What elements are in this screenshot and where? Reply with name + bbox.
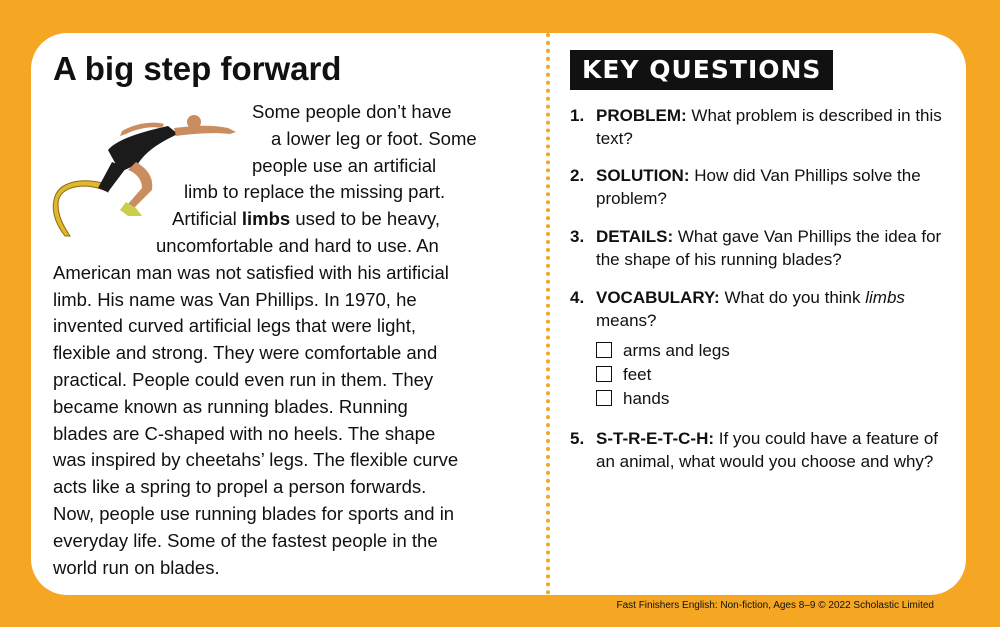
article-line: limb. His name was Van Phillips. In 1970, he [53, 288, 417, 310]
article-line: acts like a spring to propel a person forwards. [53, 476, 427, 498]
article-line: became known as running blades. Running [53, 395, 408, 417]
question-text: How did Van Phillips solve the problem? [596, 166, 921, 208]
question-label: DETAILS: [596, 227, 674, 246]
question-text-emphasis: limbs [865, 288, 905, 307]
question-number: 1. [570, 106, 585, 125]
column-divider [546, 33, 550, 595]
option-feet[interactable] [596, 365, 651, 385]
article-line: was inspired by cheetahs’ legs. The flexible curve [53, 449, 459, 471]
article-line: practical. People could even run in them. They [53, 368, 434, 390]
article-line: uncomfortable and hard to use. An [156, 234, 439, 256]
option-hands[interactable] [596, 389, 669, 409]
question-number: 2. [570, 166, 585, 185]
article-line: flexible and strong. They were comfortable and [53, 342, 438, 364]
article-line: limb to replace the missing part. [184, 181, 446, 203]
question-label: S-T-R-E-T-C-H: [596, 429, 715, 448]
question-text: What problem is described in this text? [596, 106, 942, 148]
question-label: SOLUTION: [596, 166, 690, 185]
question-text: What gave Van Phillips the idea for the shape of his running blades? [596, 227, 942, 269]
checkbox[interactable] [596, 342, 612, 358]
question-label: PROBLEM: [596, 106, 687, 125]
question-solution [570, 164, 955, 210]
article-line: American man was not satisfied with his artificial [53, 261, 449, 283]
question-stretch [570, 427, 955, 473]
article-title: A big step forward [53, 50, 342, 87]
checkbox[interactable] [596, 366, 612, 382]
question-number: 3. [570, 227, 585, 246]
option-label: arms and legs [623, 341, 730, 360]
article-line: blades are C-shaped with no heels. The shape [53, 422, 436, 444]
question-text-pre: What do you think [719, 288, 866, 307]
key-questions-heading: KEY QUESTIONS [570, 50, 833, 90]
article-line: world run on blades. [53, 556, 220, 578]
article-line: people use an artificial [252, 154, 437, 176]
article-line: everyday life. Some of the fastest people in the [53, 529, 438, 551]
article-line: invented curved artificial legs that were light, [53, 315, 416, 337]
article-line: a lower leg or foot. Some [271, 127, 477, 149]
article-line: Some people don’t have [252, 101, 452, 122]
question-vocabulary [570, 286, 955, 332]
question-number: 4. [570, 288, 585, 307]
article-line: Now, people use running blades for sports and in [53, 502, 455, 524]
article-body [53, 99, 523, 581]
question-details [570, 225, 955, 271]
checkbox[interactable] [596, 390, 612, 406]
question-label: VOCABULARY: [596, 288, 720, 307]
option-label: hands [623, 389, 670, 408]
question-problem [570, 104, 955, 150]
question-text: If you could have a feature of an animal, what would you choose and why? [596, 429, 939, 471]
question-text-post: means? [596, 311, 657, 330]
article-line: Artificial limbs used to be heavy, [172, 208, 441, 230]
question-number: 5. [570, 429, 585, 448]
footer-credit: Fast Finishers English: Non-fiction, Ages 8–9 © 2022 Scholastic Limited [616, 600, 934, 611]
option-arms-and-legs[interactable] [596, 341, 730, 361]
option-label: feet [623, 365, 652, 384]
